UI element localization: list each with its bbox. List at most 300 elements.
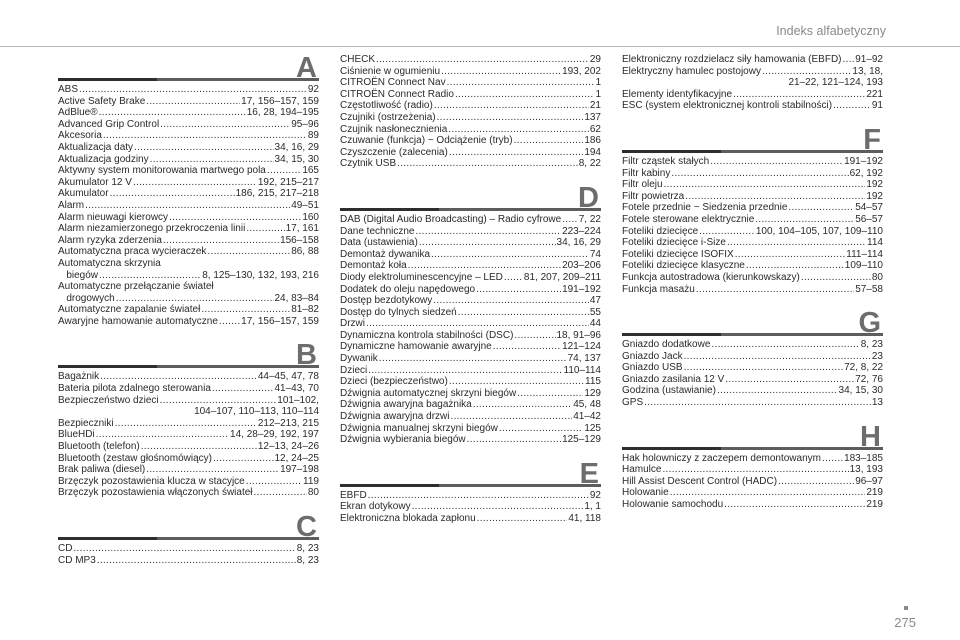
index-entry xyxy=(340,341,601,353)
index-entry xyxy=(622,476,883,488)
entry-term: ESC (system elektronicznej kontroli stabilności) xyxy=(622,100,833,112)
entry-term: Aktywny system monitorowania martwego pola xyxy=(58,165,266,177)
entry-pages: 49–51 xyxy=(291,199,319,211)
entry-term: Fotele przednie ~ Siedzenia przednie xyxy=(622,202,788,214)
index-entry xyxy=(340,147,601,159)
entry-term: Dostęp bezdotykowy xyxy=(340,295,433,307)
entry-term: Awaryjne hamowanie automatyczne xyxy=(58,315,218,327)
section-letter: B xyxy=(296,339,317,372)
leader-dots xyxy=(699,226,755,238)
index-entry xyxy=(340,307,601,319)
index-entry xyxy=(340,330,601,342)
index-entry xyxy=(622,374,883,386)
index-entry xyxy=(58,177,319,189)
section-letter: C xyxy=(296,511,317,543)
index-entry xyxy=(58,418,319,430)
entry-pages: 111–114 xyxy=(846,248,883,260)
index-entry xyxy=(340,272,601,284)
index-entry xyxy=(340,54,601,66)
entry-pages: 183–185 xyxy=(844,452,883,464)
entry-pages: 125 xyxy=(584,422,601,434)
leader-dots xyxy=(160,395,277,407)
section-header xyxy=(58,54,319,84)
page-number: 275 xyxy=(894,615,916,630)
leader-dots xyxy=(246,223,284,235)
index-entry xyxy=(340,66,601,78)
entry-term: ABS xyxy=(58,84,79,95)
index-entry xyxy=(622,284,883,296)
entry-term: Brzęczyk pozostawienia włączonych świateł xyxy=(58,487,253,499)
section-letter: H xyxy=(860,420,881,453)
index-entry xyxy=(340,284,601,296)
entry-term: Funkcja masażu xyxy=(622,283,695,295)
entry-pages: 1 xyxy=(595,77,601,89)
entry-pages: 193, 202 xyxy=(562,65,601,77)
leader-dots xyxy=(833,100,871,112)
entry-pages: 80 xyxy=(307,487,319,499)
index-entry xyxy=(340,318,601,330)
index-entry xyxy=(622,260,883,272)
entry-term: Bezpieczniki xyxy=(58,417,114,429)
index-entry xyxy=(622,214,883,226)
index-entry xyxy=(58,555,319,567)
leader-dots xyxy=(397,158,578,170)
entry-pages: 13, 18, xyxy=(852,65,883,77)
leader-dots xyxy=(735,249,846,261)
entry-term: Godzina (ustawianie) xyxy=(622,385,716,397)
entry-term: Dzieci xyxy=(340,364,368,376)
entry-pages: 91–92 xyxy=(855,54,883,65)
index-entry xyxy=(58,235,319,247)
index-entry xyxy=(622,100,883,112)
index-entry xyxy=(622,89,883,101)
entry-pages: 62 xyxy=(589,123,601,135)
entry-term: Akcesoria xyxy=(58,130,102,142)
entry-term: Dźwignia awaryjna bagażnika xyxy=(340,399,472,411)
index-entry xyxy=(622,499,883,511)
page-header-title: Indeks alfabetyczny xyxy=(776,24,886,38)
leader-dots xyxy=(441,66,561,78)
entry-term: Foteliki dziecięce xyxy=(622,225,699,237)
entry-pages: 192 xyxy=(866,179,883,191)
entry-term: Dane techniczne xyxy=(340,225,415,237)
entry-pages: 1, 1 xyxy=(584,501,601,513)
index-entry xyxy=(58,383,319,395)
section-rule xyxy=(622,333,883,336)
entry-pages: 186 xyxy=(584,135,601,147)
entry-term: Akumulator xyxy=(58,188,109,200)
entry-term: Czujnik nasłonecznienia xyxy=(340,123,448,135)
section-rule xyxy=(340,484,601,487)
entry-term: Dostęp do tylnych siedzeń xyxy=(340,306,457,318)
index-entry xyxy=(340,501,601,513)
entry-pages: 24, 83–84 xyxy=(274,292,319,304)
section-rule xyxy=(58,78,319,81)
leader-dots xyxy=(379,353,567,365)
leader-dots xyxy=(213,453,274,465)
entry-pages: 160 xyxy=(302,211,319,223)
entry-term: Bluetooth (telefon) xyxy=(58,441,140,453)
entry-term: biegów xyxy=(58,269,99,281)
entry-pages: 219 xyxy=(866,487,883,499)
entry-term: Bluetooth (zestaw głośnomówiący) xyxy=(58,452,212,464)
entry-pages: 47 xyxy=(589,295,601,307)
index-entry xyxy=(58,119,319,131)
entry-term: Filtr powietrza xyxy=(622,190,685,202)
leader-dots xyxy=(368,365,562,377)
entry-term: CITROËN Connect Radio xyxy=(340,88,454,100)
index-entry xyxy=(340,376,601,388)
index-entry xyxy=(58,441,319,453)
index-entry xyxy=(58,188,319,200)
section-rule xyxy=(340,208,601,211)
entry-term: Hamulce xyxy=(622,464,662,476)
entry-term: Automatyczna praca wycieraczek xyxy=(58,246,207,258)
entry-term: Dynamiczna kontrola stabilności (DSC) xyxy=(340,329,514,341)
entry-term: Fotele sterowane elektrycznie xyxy=(622,213,755,225)
entry-pages-continued: 21–22, 121–124, 193 xyxy=(788,77,883,89)
entry-term: Akumulator 12 V xyxy=(58,176,132,188)
entry-term: Ciśnienie w ogumieniu xyxy=(340,65,441,77)
entry-pages: 121–124 xyxy=(562,341,601,353)
section-letter: E xyxy=(579,457,599,490)
entry-pages: 212–213, 215 xyxy=(257,417,319,429)
index-entry xyxy=(340,237,601,249)
leader-dots xyxy=(368,490,589,502)
entry-term: Bezpieczeństwo dzieci xyxy=(58,394,159,406)
entry-pages-continued: 104–107, 110–113, 110–114 xyxy=(194,406,319,418)
index-entry xyxy=(622,272,883,284)
index-entry xyxy=(622,339,883,351)
section-letter: G xyxy=(858,307,881,340)
section-letter: D xyxy=(578,181,599,214)
leader-dots xyxy=(201,304,290,316)
leader-dots xyxy=(476,284,561,296)
entry-term: Bateria pilota zdalnego sterowania xyxy=(58,383,211,395)
leader-dots xyxy=(431,249,589,261)
index-entry xyxy=(340,100,601,112)
leader-dots xyxy=(788,202,854,214)
entry-pages: 14, 28–29, 192, 197 xyxy=(230,429,319,441)
entry-pages: 34, 16, 29 xyxy=(556,237,601,249)
index-entry xyxy=(340,365,601,377)
entry-pages: 197–198 xyxy=(280,464,319,476)
section-letter: F xyxy=(863,123,881,156)
entry-pages: 8, 23 xyxy=(296,543,319,554)
leader-dots xyxy=(499,423,583,435)
entry-term: Brzęczyk pozostawienia klucza w stacyjce xyxy=(58,475,245,487)
entry-pages: 74, 137 xyxy=(567,353,601,365)
entry-term: Filtr cząstek stałych xyxy=(622,155,710,167)
leader-dots xyxy=(725,374,854,386)
entry-term: Alarm ryzyka zderzenia xyxy=(58,234,162,246)
index-entry xyxy=(340,423,601,435)
index-entry xyxy=(340,295,601,307)
entry-pages: 8, 22 xyxy=(578,158,601,170)
entry-term: Gniazdo USB xyxy=(622,362,683,374)
leader-dots xyxy=(416,226,562,238)
section-rule xyxy=(622,150,883,153)
page-marker-dot xyxy=(904,606,908,610)
leader-dots xyxy=(762,66,851,78)
entry-pages: 18, 91–96 xyxy=(556,329,601,341)
index-entry xyxy=(340,353,601,365)
index-entry xyxy=(340,411,601,423)
entry-term: Dźwignia manualnej skrzyni biegów xyxy=(340,422,498,434)
leader-dots xyxy=(670,487,866,499)
leader-dots xyxy=(733,89,865,101)
entry-pages: 221 xyxy=(866,88,883,100)
entry-pages: 191–192 xyxy=(562,283,601,295)
index-entry xyxy=(58,293,319,305)
entry-pages: 92 xyxy=(307,84,319,95)
index-column-2 xyxy=(340,54,601,525)
leader-dots xyxy=(746,260,844,272)
section-gap xyxy=(58,499,319,513)
index-column-3 xyxy=(622,54,883,511)
leader-dots xyxy=(517,388,583,400)
entry-pages: 80 xyxy=(871,271,883,283)
leader-dots xyxy=(246,476,302,488)
leader-dots xyxy=(100,371,257,383)
leader-dots xyxy=(455,89,595,101)
entry-pages: 92 xyxy=(589,489,601,501)
entry-pages: 203–206 xyxy=(562,260,601,272)
leader-dots xyxy=(504,272,523,284)
entry-pages: 114 xyxy=(867,237,883,249)
entry-pages: 101–102, xyxy=(277,394,319,406)
leader-dots xyxy=(115,418,257,430)
leader-dots xyxy=(710,156,843,168)
leader-dots xyxy=(160,119,290,131)
entry-pages: 13, 193 xyxy=(849,464,883,476)
index-entry xyxy=(340,388,601,400)
entry-pages: 192 xyxy=(866,190,883,202)
entry-term: Aktualizacja daty xyxy=(58,141,134,153)
entry-term: Elementy identyfikacyjne xyxy=(622,88,733,100)
leader-dots xyxy=(433,295,589,307)
entry-pages: 119 xyxy=(303,475,319,487)
leader-dots xyxy=(141,441,257,453)
index-entry xyxy=(58,543,319,555)
entry-pages: 34, 15, 30 xyxy=(838,385,883,397)
entry-term: AdBlue® xyxy=(58,107,98,119)
entry-pages: 74 xyxy=(589,248,601,260)
entry-pages: 81–82 xyxy=(291,304,319,316)
index-entry xyxy=(340,260,601,272)
index-entry-heading: Automatyczna skrzynia xyxy=(58,257,161,269)
entry-pages: 91 xyxy=(871,100,883,112)
section-gap xyxy=(622,112,883,126)
entry-pages: 219 xyxy=(866,499,883,511)
leader-dots xyxy=(662,464,848,476)
entry-term: Bagażnik xyxy=(58,371,100,383)
leader-dots xyxy=(477,513,568,525)
index-entry xyxy=(622,156,883,168)
index-entry xyxy=(340,214,601,226)
section-rule xyxy=(58,537,319,540)
entry-pages: 54–57 xyxy=(855,202,883,214)
section-header xyxy=(58,513,319,543)
entry-pages: 129 xyxy=(584,387,601,399)
index-entry xyxy=(58,487,319,499)
index-entry xyxy=(622,168,883,180)
index-entry xyxy=(622,226,883,238)
leader-dots xyxy=(419,237,556,249)
entry-pages: 186, 215, 217–218 xyxy=(235,188,319,200)
leader-dots xyxy=(207,246,290,258)
leader-dots xyxy=(99,107,246,119)
entry-pages: 17, 156–157, 159 xyxy=(241,315,319,327)
section-gap xyxy=(622,409,883,423)
index-entry xyxy=(340,135,601,147)
entry-term: Hak holowniczy z zaczepem demontowanym xyxy=(622,452,821,464)
index-entry xyxy=(58,395,319,407)
entry-term: Gniazdo Jack xyxy=(622,350,683,362)
index-entry xyxy=(622,397,883,409)
entry-term: Demontaż koła xyxy=(340,260,407,272)
entry-pages: 223–224 xyxy=(562,225,601,237)
index-entry xyxy=(340,399,601,411)
entry-pages: 41–43, 70 xyxy=(274,383,319,395)
entry-term: Dzieci (bezpieczeństwo) xyxy=(340,376,448,388)
entry-term: Filtr kabiny xyxy=(622,167,671,179)
entry-term: Elektroniczna blokada zapłonu xyxy=(340,513,476,524)
index-entry xyxy=(622,191,883,203)
leader-dots xyxy=(514,135,584,147)
entry-term: Demontaż dywanika xyxy=(340,248,431,260)
leader-dots xyxy=(467,434,561,446)
leader-dots xyxy=(96,429,229,441)
index-entry xyxy=(340,124,601,136)
entry-term: Dywanik xyxy=(340,353,378,365)
leader-dots xyxy=(684,351,871,363)
index-entry xyxy=(58,246,319,258)
index-entry xyxy=(340,513,601,525)
leader-dots xyxy=(97,555,296,567)
entry-pages: 1 xyxy=(595,88,601,100)
entry-term: Hill Assist Descent Control (HADC) xyxy=(622,475,778,487)
section-header xyxy=(622,123,883,156)
entry-pages: 72, 8, 22 xyxy=(844,362,883,374)
index-entry xyxy=(622,487,883,499)
leader-dots xyxy=(685,191,865,203)
index-entry xyxy=(58,464,319,476)
entry-term: DAB (Digital Audio Broadcasting) – Radio cyfrowe xyxy=(340,213,562,225)
section-gap xyxy=(340,170,601,184)
entry-term: Holowanie samochodu xyxy=(622,499,724,511)
index-entry xyxy=(622,362,883,374)
index-entry xyxy=(58,429,319,441)
leader-dots xyxy=(219,316,240,328)
entry-pages: 137 xyxy=(584,111,601,123)
leader-dots xyxy=(163,235,279,247)
entry-pages: 62, 192 xyxy=(849,167,883,179)
entry-pages: 55 xyxy=(589,306,601,318)
leader-dots xyxy=(717,385,838,397)
leader-dots xyxy=(450,411,572,423)
leader-dots xyxy=(447,77,595,89)
entry-pages: 7, 22 xyxy=(578,213,601,225)
entry-term: Czytnik USB xyxy=(340,158,397,170)
entry-term: CD xyxy=(58,543,73,554)
index-entry xyxy=(58,316,319,328)
entry-term: Dynamiczne hamowanie awaryjne xyxy=(340,341,492,353)
leader-dots xyxy=(103,130,307,142)
entry-term: Alarm niezamierzonego przekroczenia linii xyxy=(58,223,246,235)
entry-pages: 34, 15, 30 xyxy=(274,153,319,165)
entry-pages: 110–114 xyxy=(563,364,601,376)
entry-pages: 56–57 xyxy=(855,213,883,225)
entry-pages: 57–58 xyxy=(855,283,883,295)
leader-dots xyxy=(85,200,290,212)
entry-pages: 8, 23 xyxy=(860,339,883,351)
entry-term: Alarm nieuwagi kierowcy xyxy=(58,211,169,223)
leader-dots xyxy=(671,168,848,180)
entry-term: Drzwi xyxy=(340,318,365,330)
entry-pages: 8, 125–130, 132, 193, 216 xyxy=(202,269,319,281)
index-column-1 xyxy=(58,54,319,566)
index-entry xyxy=(340,77,601,89)
entry-pages: 12–13, 24–26 xyxy=(257,441,319,453)
entry-term: CD MP3 xyxy=(58,554,96,566)
leader-dots xyxy=(116,293,274,305)
entry-pages: 89 xyxy=(307,130,319,142)
entry-term: Gniazdo zasilania 12 V xyxy=(622,373,725,385)
entry-term: Dodatek do oleju napędowego xyxy=(340,283,476,295)
leader-dots xyxy=(212,383,274,395)
leader-dots xyxy=(458,307,589,319)
index-entry xyxy=(58,200,319,212)
entry-term: Dźwignia wybierania biegów xyxy=(340,434,466,446)
entry-pages: 13 xyxy=(871,397,883,409)
entry-pages: 165 xyxy=(302,165,319,177)
leader-dots xyxy=(449,376,584,388)
section-gap xyxy=(340,446,601,460)
leader-dots xyxy=(412,501,584,513)
entry-term: Data (ustawienia) xyxy=(340,237,418,249)
index-entry xyxy=(58,142,319,154)
section-rule xyxy=(622,447,883,450)
entry-term: Czuwanie (funkcja) ~ Odciążenie (tryb) xyxy=(340,135,513,147)
index-entry xyxy=(58,304,319,316)
section-header xyxy=(340,457,601,490)
entry-term: drogowych xyxy=(58,292,115,304)
section-gap xyxy=(58,327,319,341)
leader-dots xyxy=(684,362,843,374)
entry-pages: 192, 215–217 xyxy=(257,176,319,188)
entry-term: Foteliki dziecięce klasyczne xyxy=(622,260,745,272)
index-entry xyxy=(622,202,883,214)
index-entry xyxy=(58,130,319,142)
entry-term: Funkcja autostradowa (kierunkowskazy) xyxy=(622,271,800,283)
entry-term: Czyszczenie (zalecenia) xyxy=(340,146,448,158)
section-rule xyxy=(58,365,319,368)
index-entry xyxy=(58,453,319,465)
leader-dots xyxy=(724,499,865,511)
leader-dots xyxy=(169,212,301,224)
entry-term: Filtr oleju xyxy=(622,179,663,191)
index-entry xyxy=(58,270,319,282)
entry-term: Brak paliwa (diesel) xyxy=(58,464,146,476)
index-entry xyxy=(622,351,883,363)
leader-dots xyxy=(664,179,866,191)
entry-pages: 194 xyxy=(584,146,601,158)
leader-dots xyxy=(696,284,854,296)
leader-dots xyxy=(99,270,201,282)
index-entry xyxy=(340,112,601,124)
entry-term: Aktualizacja godziny xyxy=(58,153,149,165)
